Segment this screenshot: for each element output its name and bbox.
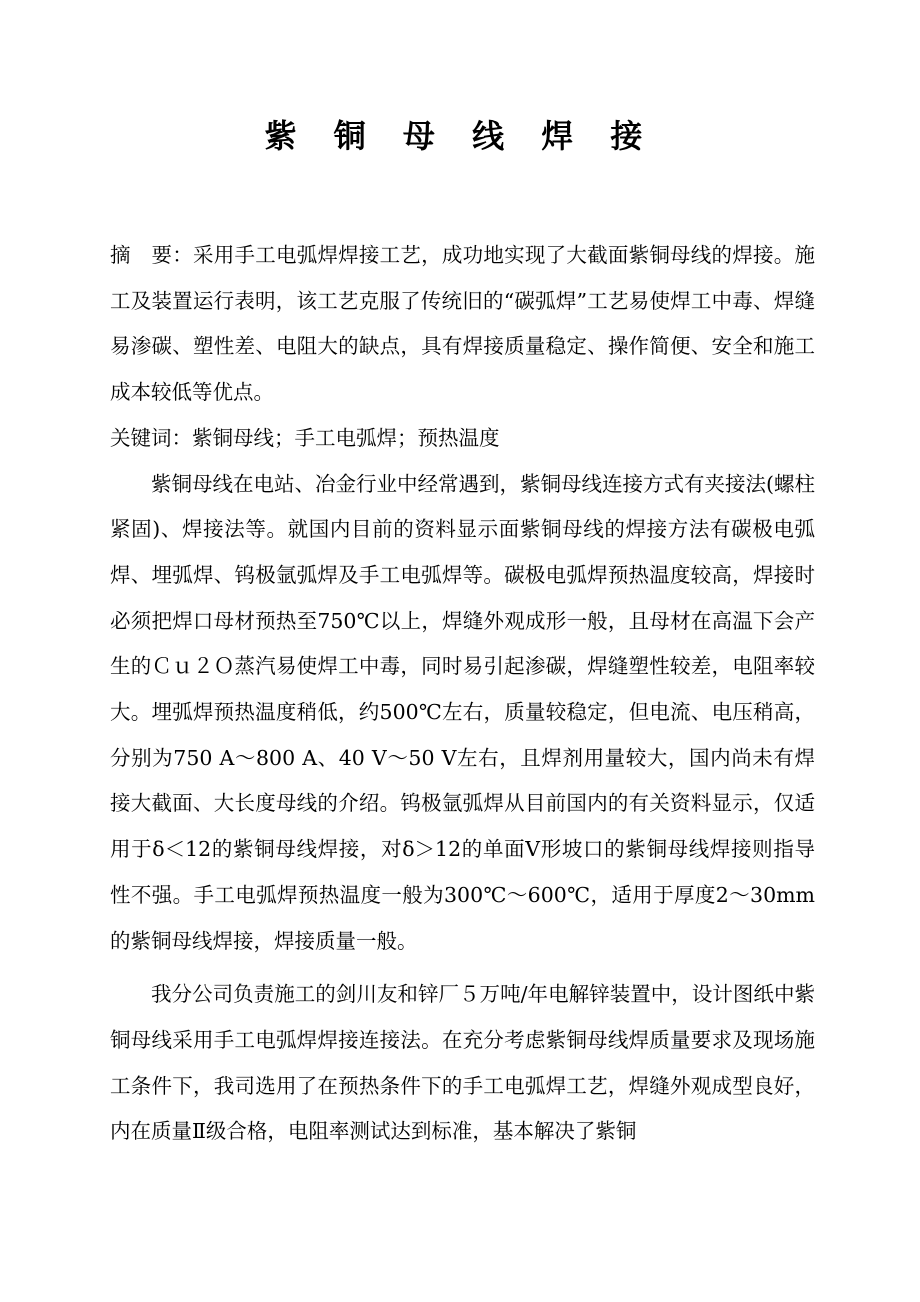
page-title: 紫 铜 母 线 焊 接 [264,117,656,155]
keywords-label: 关键词： [110,425,192,450]
body-paragraph: 我分公司负责施工的剑川友和锌厂５万吨/年电解锌装置中，设计图纸中紫铜母线采用手工电弧焊焊接连接法。在充分考虑紫铜母线焊质量要求及现场施工条件下，我司选用了在预热条件下的手工电弧焊工艺，焊缝外观成型良好，内在质量Ⅱ级合格，电阻率测试达到标准，基本解决了紫铜 [110,982,815,1144]
body-paragraph: 紫铜母线在电站、冶金行业中经常遇到，紫铜母线连接方式有夹接法(螺柱紧固)、焊接法等。就国内目前的资料显示面紫铜母线的焊接方法有碳极电弧焊、埋弧焊、钨极氩弧焊及手工电弧焊等。碳极电弧焊预热温度较高，焊接时必须把焊口母材预热至750℃以上，焊缝外观成形一般，且母材在高温下会产生的Ｃｕ２Ｏ蒸汽易使焊工中毒，同时易引起渗碳，焊缝塑性较差，电阻率较大。埋弧焊预热温度稍低，约500℃左右，质量较稳定，但电流、电压稍高，分别为750 A～800 A、40 V～50 V左右，且焊剂用量较大，国内尚未有焊接大截面、大长度母线的介绍。钨极氩弧焊从目前国内的有关资料显示，仅适用于δ＜12的紫铜母线焊接，对δ＞12的单面V形坡口的紫铜母线焊接则指导性不强。手工电弧焊预热温度一般为300℃～600℃，适用于厚度2～30mm的紫铜母线焊接，焊接质量一般。 [110,471,815,953]
document-body [110,233,815,1155]
keywords-paragraph [110,416,815,462]
abstract-paragraph [110,233,815,416]
abstract-text: 采用手工电弧焊焊接工艺，成功地实现了大截面紫铜母线的焊接。施工及装置运行表明，该工艺克服了传统旧的“碳弧焊”工艺易使焊工中毒、焊缝易渗碳、塑性差、电阻大的缺点，具有焊接质量稳定、操作简便、安全和施工成本较低等优点。 [110,243,816,405]
keywords-text: 紫铜母线；手工电弧焊；预热温度 [192,425,500,450]
abstract-label: 摘 要： [110,243,193,267]
